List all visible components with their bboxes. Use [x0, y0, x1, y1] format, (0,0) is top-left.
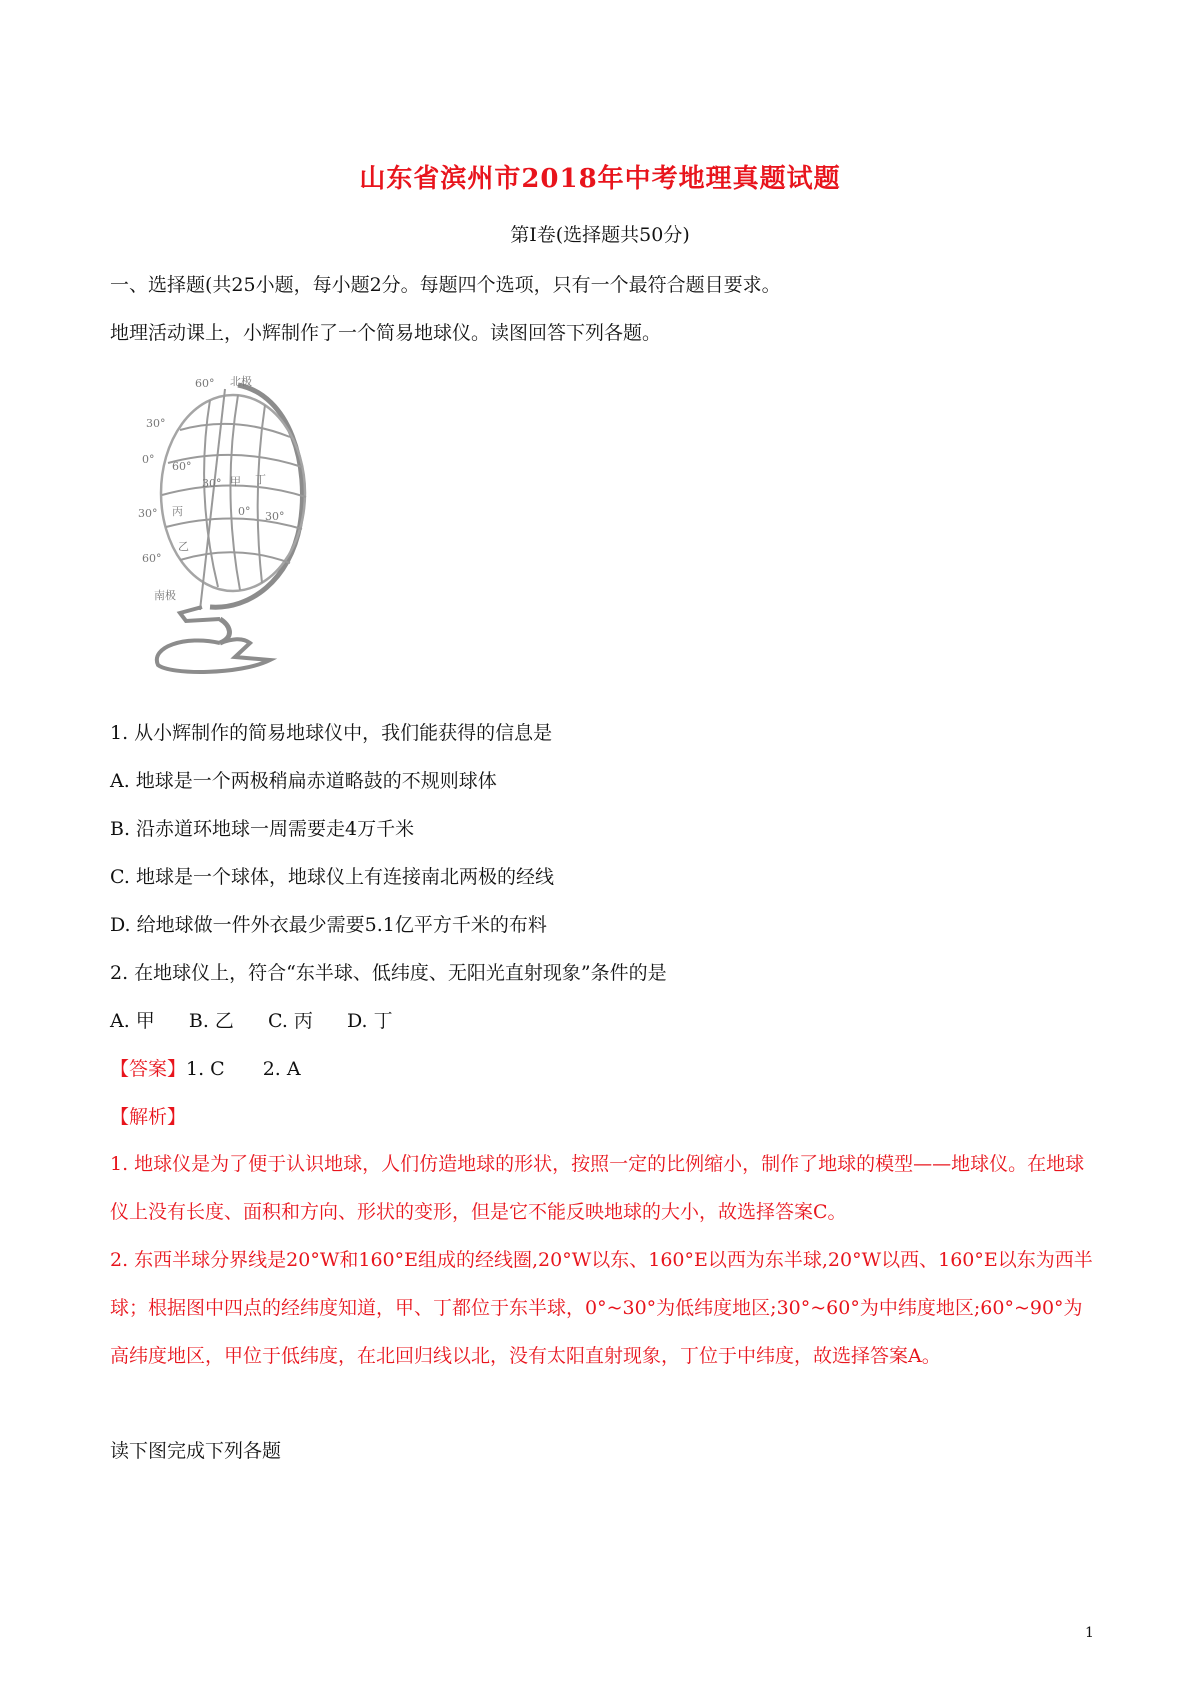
globe-label: 甲 — [230, 475, 241, 488]
globe-label: 60° — [142, 552, 162, 565]
globe-label: 60° — [172, 460, 192, 473]
question-1-option-d: D. 给地球做一件外衣最少需要5.1亿平方千米的布料 — [110, 914, 547, 936]
globe-label: 丙 — [172, 505, 183, 518]
question-2-option-a: A. 甲 — [110, 1010, 155, 1032]
instruction-text: 一、选择题(共25小题，每小题2分。每题四个选项，只有一个最符合题目要求。 — [110, 274, 781, 296]
globe-label: 30° — [138, 507, 158, 520]
globe-label: 乙 — [178, 540, 189, 553]
answer-line — [110, 1054, 301, 1081]
globe-label: 北极 — [230, 375, 252, 388]
analysis-paragraph-1: 1. 地球仪是为了便于认识地球，人们仿造地球的形状，按照一定的比例缩小，制作了地球的模型——地球仪。在地球仪上没有长度、面积和方向、形状的变形，但是它不能反映地球的大小，故选择答案C。 — [110, 1153, 1085, 1223]
question-2-option-d: D. 丁 — [346, 1010, 393, 1032]
globe-label: 30° — [265, 510, 285, 523]
analysis-paragraph-2: 2. 东西半球分界线是20°W和160°E组成的经线圈,20°W以东、160°E以西为东半球,20°W以西、160°E以东为西半球；根据图中四点的经纬度知道，甲、丁都位于东半球，0°~30°为低纬度地区;30°~60°为中纬度地区;60°~90°为高纬度地区，甲位于低纬度，在北回归线以北，没有太阳直射现象，丁位于中纬度，故选择答案A。 — [110, 1249, 1093, 1367]
globe-label: 30° — [202, 477, 222, 490]
page-number: 1 — [1085, 1625, 1094, 1641]
answer-label: 【答案】 — [110, 1058, 187, 1080]
question-1-option-b: B. 沿赤道环地球一周需要走4万千米 — [110, 818, 415, 840]
globe-label: 南极 — [154, 589, 176, 602]
globe-label: 0° — [142, 453, 155, 466]
next-instruction: 读下图完成下列各题 — [110, 1440, 282, 1462]
globe-figure — [140, 375, 325, 675]
question-2-options — [110, 1006, 421, 1033]
question-1-option-c: C. 地球是一个球体，地球仪上有连接南北两极的经线 — [110, 866, 554, 888]
question-2-option-c: C. 丙 — [267, 1010, 313, 1032]
question-2-stem: 2. 在地球仪上，符合“东半球、低纬度、无阳光直射现象”条件的是 — [110, 962, 667, 984]
question-1-stem: 1. 从小辉制作的简易地球仪中，我们能获得的信息是 — [110, 722, 553, 744]
section-subtitle: 第Ⅰ卷(选择题共50分) — [510, 224, 690, 246]
analysis-label: 【解析】 — [110, 1106, 187, 1128]
globe-label: 60° — [195, 377, 215, 390]
globe-label: 丁 — [255, 473, 266, 486]
globe-label: 0° — [238, 505, 251, 518]
intro-text: 地理活动课上，小辉制作了一个简易地球仪。读图回答下列各题。 — [110, 322, 662, 344]
answer-value: 1. C 2. A — [186, 1058, 301, 1080]
question-2-option-b: B. 乙 — [188, 1010, 234, 1032]
globe-label: 30° — [146, 417, 166, 430]
question-1-option-a: A. 地球是一个两极稍扁赤道略鼓的不规则球体 — [110, 770, 497, 792]
page-title: 山东省滨州市2018年中考地理真题试题 — [359, 164, 841, 194]
